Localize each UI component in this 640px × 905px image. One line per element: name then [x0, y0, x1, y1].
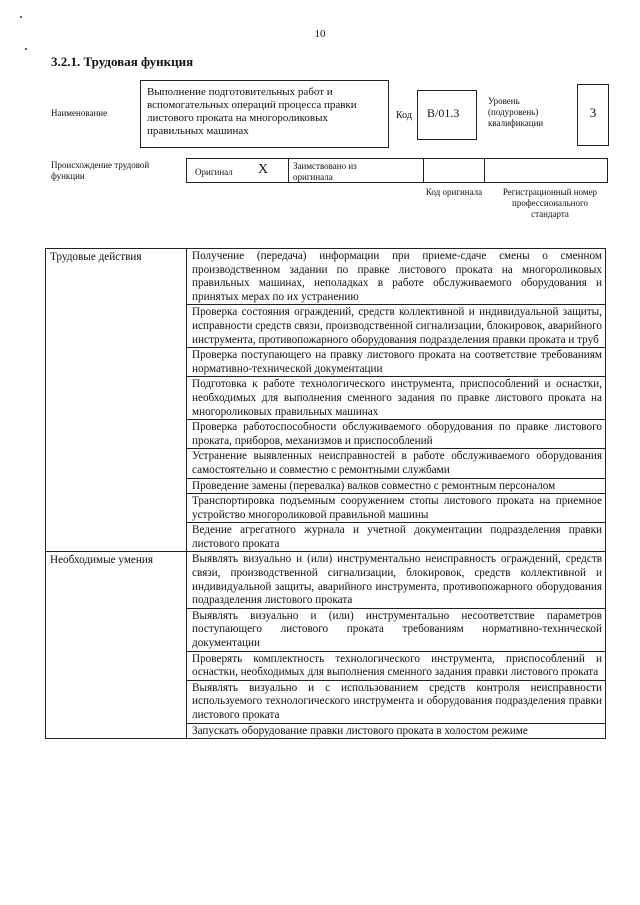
table-cell: Подготовка к работе технологического инструмента, приспособлений и оснастки, необходимых для выполнения сменного задания по правке листового проката на многороликовых правильных машинах: [187, 377, 606, 420]
function-name: Выполнение подготовительных работ и вспомогательных операций процесса правки листового проката на многороликовых правильных машинах: [147, 86, 357, 137]
table-cell: Проверять комплектность технологического инструмента, приспособлений и оснастки, необходимых для выполнения сменного задания правки листового проката: [187, 651, 606, 680]
labor-function-table: [45, 248, 606, 739]
table-cell: Ведение агрегатного журнала и учетной документации подразделения правки листового проката: [187, 523, 606, 552]
table-cell: Проверка состояния ограждений, средств коллективной и индивидуальной защиты, исправности средств связи, производственной сигнализации, блокировок, аварийного инструмента, противопожарного оборудования подразделения правки проката и труб: [187, 305, 606, 348]
level-box: [577, 84, 609, 146]
scan-speck: [20, 16, 22, 18]
category-cell: Трудовые действия: [46, 249, 187, 552]
origin-code-box: [423, 158, 485, 183]
table-row: [46, 249, 606, 305]
section-title: 3.2.1. Трудовая функция: [51, 54, 194, 69]
page-number: 10: [314, 28, 326, 40]
reg-number-box: [484, 158, 608, 183]
table-cell: Проведение замены (перевалка) валков совместно с ремонтным персоналом: [187, 478, 606, 494]
code-value: B/01.3: [427, 106, 460, 120]
borrowed-label: Заимствовано из оригинала: [293, 161, 357, 182]
level-label: Уровень (подуровень) квалификации: [488, 96, 544, 128]
code-caption: Код оригинала: [425, 187, 483, 197]
name-box: [140, 80, 389, 148]
reg-caption: Регистрационный номер профессионального стандарта: [502, 187, 598, 219]
original-box: [186, 158, 289, 183]
table-row: [46, 552, 606, 608]
original-label: Оригинал: [195, 167, 233, 177]
scan-speck: [25, 48, 27, 50]
table-cell: Получение (передача) информации при приеме-сдаче смены о сменном производственном задании по правке листового проката на многороликовых правильных машинах, неполадках в работе обслуживаемого оборудования и принятых мерах по их устранению: [187, 249, 606, 305]
borrowed-box: [288, 158, 424, 183]
original-mark: X: [258, 162, 269, 177]
table-cell: Выявлять визуально и (или) инструментально несоответствие параметров поступающего листового проката требованиям нормативно-технической документации: [187, 608, 606, 651]
table-cell: Выявлять визуально и с использованием средств контроля неисправности используемого технологического инструмента и оборудования подразделения правки листового проката: [187, 680, 606, 723]
category-cell: Необходимые умения: [46, 552, 187, 738]
table-cell: Устранение выявленных неисправностей в работе обслуживаемого оборудования самостоятельно и совместно с ремонтными службами: [187, 449, 606, 478]
table-cell: Проверка работоспособности обслуживаемого оборудования по правке листового проката, приборов, механизмов и приспособлений: [187, 420, 606, 449]
table-cell: Выявлять визуально и (или) инструментально неисправность ограждений, средств связи, производственной сигнализации, блокировок, средств коллективной и индивидуальной защиты, аварийного инструмента, противопожарного оборудования подразделения листового проката: [187, 552, 606, 608]
table-cell: [187, 723, 606, 738]
code-box: [417, 90, 477, 140]
table-cell-text: Запускать оборудование правки листового проката в холостом режиме: [192, 724, 528, 737]
origin-label: Происхождение трудовой функции: [51, 160, 150, 181]
table-cell: Транспортировка подъемным сооружением стопы листового проката на приемное устройство многороликовой правильной машины: [187, 494, 606, 523]
name-label: Наименование: [51, 108, 108, 118]
level-value: 3: [589, 105, 597, 120]
table-cell: Проверка поступающего на правку листового проката на соответствие требованиям нормативно-технической документации: [187, 348, 606, 377]
code-label: Код: [396, 110, 412, 121]
